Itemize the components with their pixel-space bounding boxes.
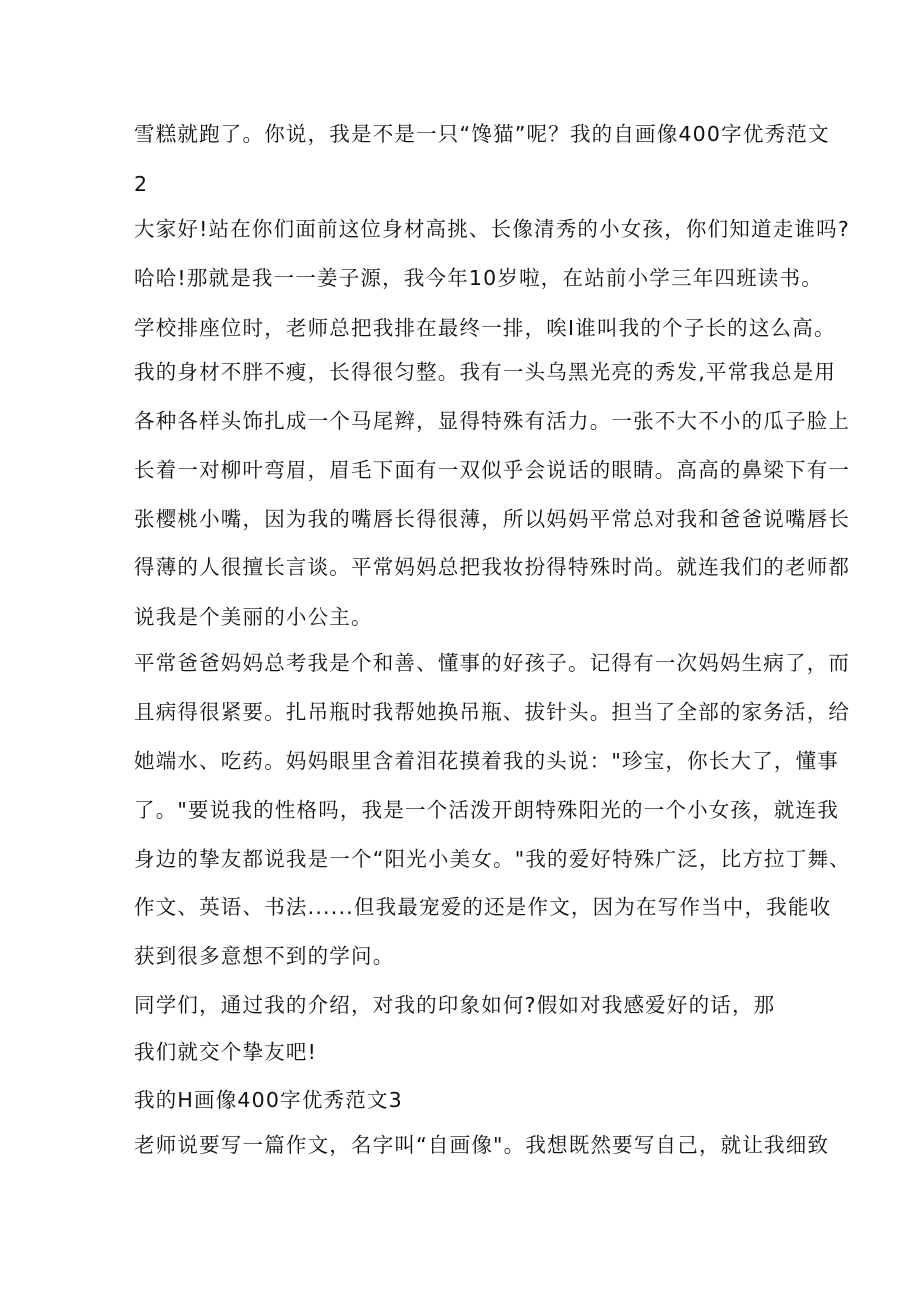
- text-line: 学校排座位时，老师总把我排在最终一排，唉I谁叫我的个子长的这么高。: [134, 316, 836, 340]
- text-line: 她端水、吃药。妈妈眼里含着泪花摸着我的头说："珍宝，你长大了，懂事: [134, 749, 840, 773]
- text-line: 老师说要写一篇作文，名字叫“自画像"。我想既然要写自己，就让我细致: [134, 1133, 830, 1157]
- text-line: 大家好!站在你们面前这位身材高挑、长像清秀的小女孩，你们知道走谁吗?: [134, 217, 850, 241]
- text-line: 平常爸爸妈妈总考我是个和善、懂事的好孩子。记得有一次妈妈生病了，而: [134, 651, 851, 675]
- text-line: 说我是个美丽的小公主。: [134, 605, 373, 629]
- text-line: 且病得很紧要。扎吊瓶时我帮她换吊瓶、拔针头。担当了全部的家务活，给: [134, 700, 851, 724]
- text-line: 身边的挚友都说我是一个“阳光小美女。"我的爱好特殊广泛，比方拉丁舞、: [134, 847, 851, 871]
- text-line: 长着一对柳叶弯眉，眉毛下面有一双似乎会说话的眼睛。高高的鼻梁下有一: [134, 458, 851, 482]
- text-line: 雪糕就跑了。你说，我是不是一只“馋猫”呢？我的自画像400字优秀范文: [134, 122, 830, 146]
- text-line: 得薄的人很擅长言谈。平常妈妈总把我妆扮得特殊时尚。就连我们的老师都: [134, 555, 851, 579]
- text-line: 获到很多意想不到的学问。: [134, 944, 395, 968]
- text-line: 我的身材不胖不瘦，长得很匀整。我有一头乌黑光亮的秀发,平常我总是用: [134, 360, 837, 384]
- text-line: 同学们，通过我的介绍，对我的印象如何?假如对我感爱好的话，那: [134, 993, 776, 1017]
- text-line: 各种各样头饰扎成一个马尾辫，显得特殊有活力。一张不大不小的瓜子脸上: [134, 409, 851, 433]
- text-line: 我的H画像400字优秀范文3: [134, 1088, 403, 1112]
- text-line: 我们就交个挚友吧!: [134, 1040, 318, 1064]
- text-line: 2: [134, 172, 149, 196]
- text-line: 张樱桃小嘴，因为我的嘴唇长得很薄，所以妈妈平常总对我和爸爸说嘴唇长: [134, 507, 851, 531]
- text-line: 作文、英语、书法......但我最宠爱的还是作文，因为在写作当中，我能收: [134, 895, 832, 919]
- text-line: 了。"要说我的性格吗，我是一个活泼开朗特殊阳光的一个小女孩，就连我: [134, 798, 840, 822]
- text-line: 哈哈!那就是我一一姜子源，我今年10岁啦，在站前小学三年四班读书。: [134, 266, 823, 290]
